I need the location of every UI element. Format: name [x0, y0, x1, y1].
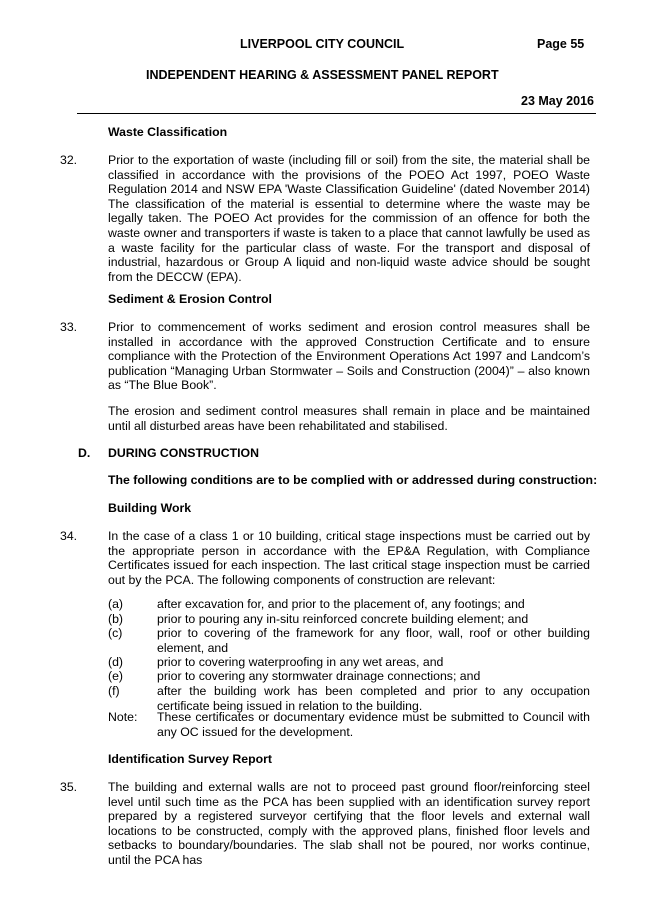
section-intro: The following conditions are to be complied with or addressed during construction:: [108, 473, 598, 487]
list-item-text: after excavation for, and prior to the placement of, any footings; and: [157, 597, 525, 611]
condition-33-text: Prior to commencement of works sediment and erosion control measures shall be installed in accordance with the approved Construction Certificate and to ensure compliance with the Protection of the Environment Operations Act 1997 and Landcom’s publication “Managing Urban Stormwater – Soils and Construction (2004)” – also known as “The Blue Book”.: [108, 320, 590, 393]
identification-survey-heading: Identification Survey Report: [108, 752, 272, 766]
sediment-erosion-heading: Sediment & Erosion Control: [108, 292, 272, 306]
condition-number-32: 32.: [60, 153, 78, 167]
condition-number-35: 35.: [60, 780, 78, 794]
list-item: [108, 612, 590, 627]
list-item-text: after the building work has been completed and prior to any occupation certificate being issued in relation to the building.: [157, 684, 590, 713]
waste-classification-heading: Waste Classification: [108, 125, 228, 139]
section-letter: D.: [78, 446, 91, 460]
report-title: INDEPENDENT HEARING & ASSESSMENT PANEL REPORT: [146, 68, 499, 82]
list-item-label: (e): [108, 669, 124, 683]
list-item-label: (a): [108, 597, 124, 611]
report-date: 23 May 2016: [521, 94, 594, 108]
note-text: These certificates or documentary evidence must be submitted to Council with any OC issued for the development.: [157, 710, 590, 739]
page-number: Page 55: [537, 37, 585, 51]
building-work-heading: Building Work: [108, 501, 192, 515]
list-item-label: (c): [108, 626, 123, 640]
list-item: [108, 669, 590, 684]
list-item-text: prior to covering waterproofing in any wet areas, and: [157, 655, 444, 669]
list-item: [108, 626, 590, 655]
list-item: [108, 597, 590, 612]
list-item-text: prior to covering any stormwater drainage connections; and: [157, 669, 481, 683]
note-label: Note:: [108, 710, 138, 724]
note-item: [108, 710, 590, 739]
list-item: [108, 655, 590, 670]
condition-33-text-continued: The erosion and sediment control measures shall remain in place and be maintained until all disturbed areas have been rehabilitated and stabilised.: [108, 404, 590, 433]
list-item-text: prior to pouring any in-situ reinforced concrete building element; and: [157, 612, 529, 626]
list-item: [108, 684, 590, 713]
header-divider: [77, 113, 596, 114]
section-title: DURING CONSTRUCTION: [108, 446, 259, 460]
condition-34-text: In the case of a class 1 or 10 building, critical stage inspections must be carried out by the appropriate person in accordance with the EP&A Regulation, with Compliance Certificates issued for each inspection. The last critical stage inspection must be carried out by the PCA. The following components of construction are relevant:: [108, 529, 590, 587]
condition-35-text: The building and external walls are not to proceed past ground floor/reinforcing steel level until such time as the PCA has been supplied with an identification survey report prepared by a registered surveyor certifying that the floor levels and external wall locations to be constructed, comply with the approved plans, finished floor levels and setbacks to boundary/boundaries. The slab shall not be poured, nor works continue, until the PCA has: [108, 780, 590, 867]
list-item-label: (b): [108, 612, 124, 626]
council-name: LIVERPOOL CITY COUNCIL: [240, 37, 405, 51]
condition-number-33: 33.: [60, 320, 78, 334]
condition-number-34: 34.: [60, 529, 78, 543]
list-item-text: prior to covering of the framework for any floor, wall, roof or other building element, and: [157, 626, 590, 655]
list-item-label: (f): [108, 684, 120, 698]
list-item-label: (d): [108, 655, 124, 669]
condition-32-text: Prior to the exportation of waste (including fill or soil) from the site, the material shall be classified in accordance with the provisions of the POEO Act 1997, POEO Waste Regulation 2014 and NSW EPA 'Waste Classification Guideline' (dated November 2014) The classification of the material is essential to determine where the waste may be legally taken. The POEO Act provides for the commission of an offence for both the waste owner and transporters if waste is taken to a place that cannot lawfully be used as a waste facility for the particular class of waste. For the transport and disposal of industrial, hazardous or Group A liquid and non-liquid waste advice should be sought from the DECCW (EPA).: [108, 153, 590, 284]
